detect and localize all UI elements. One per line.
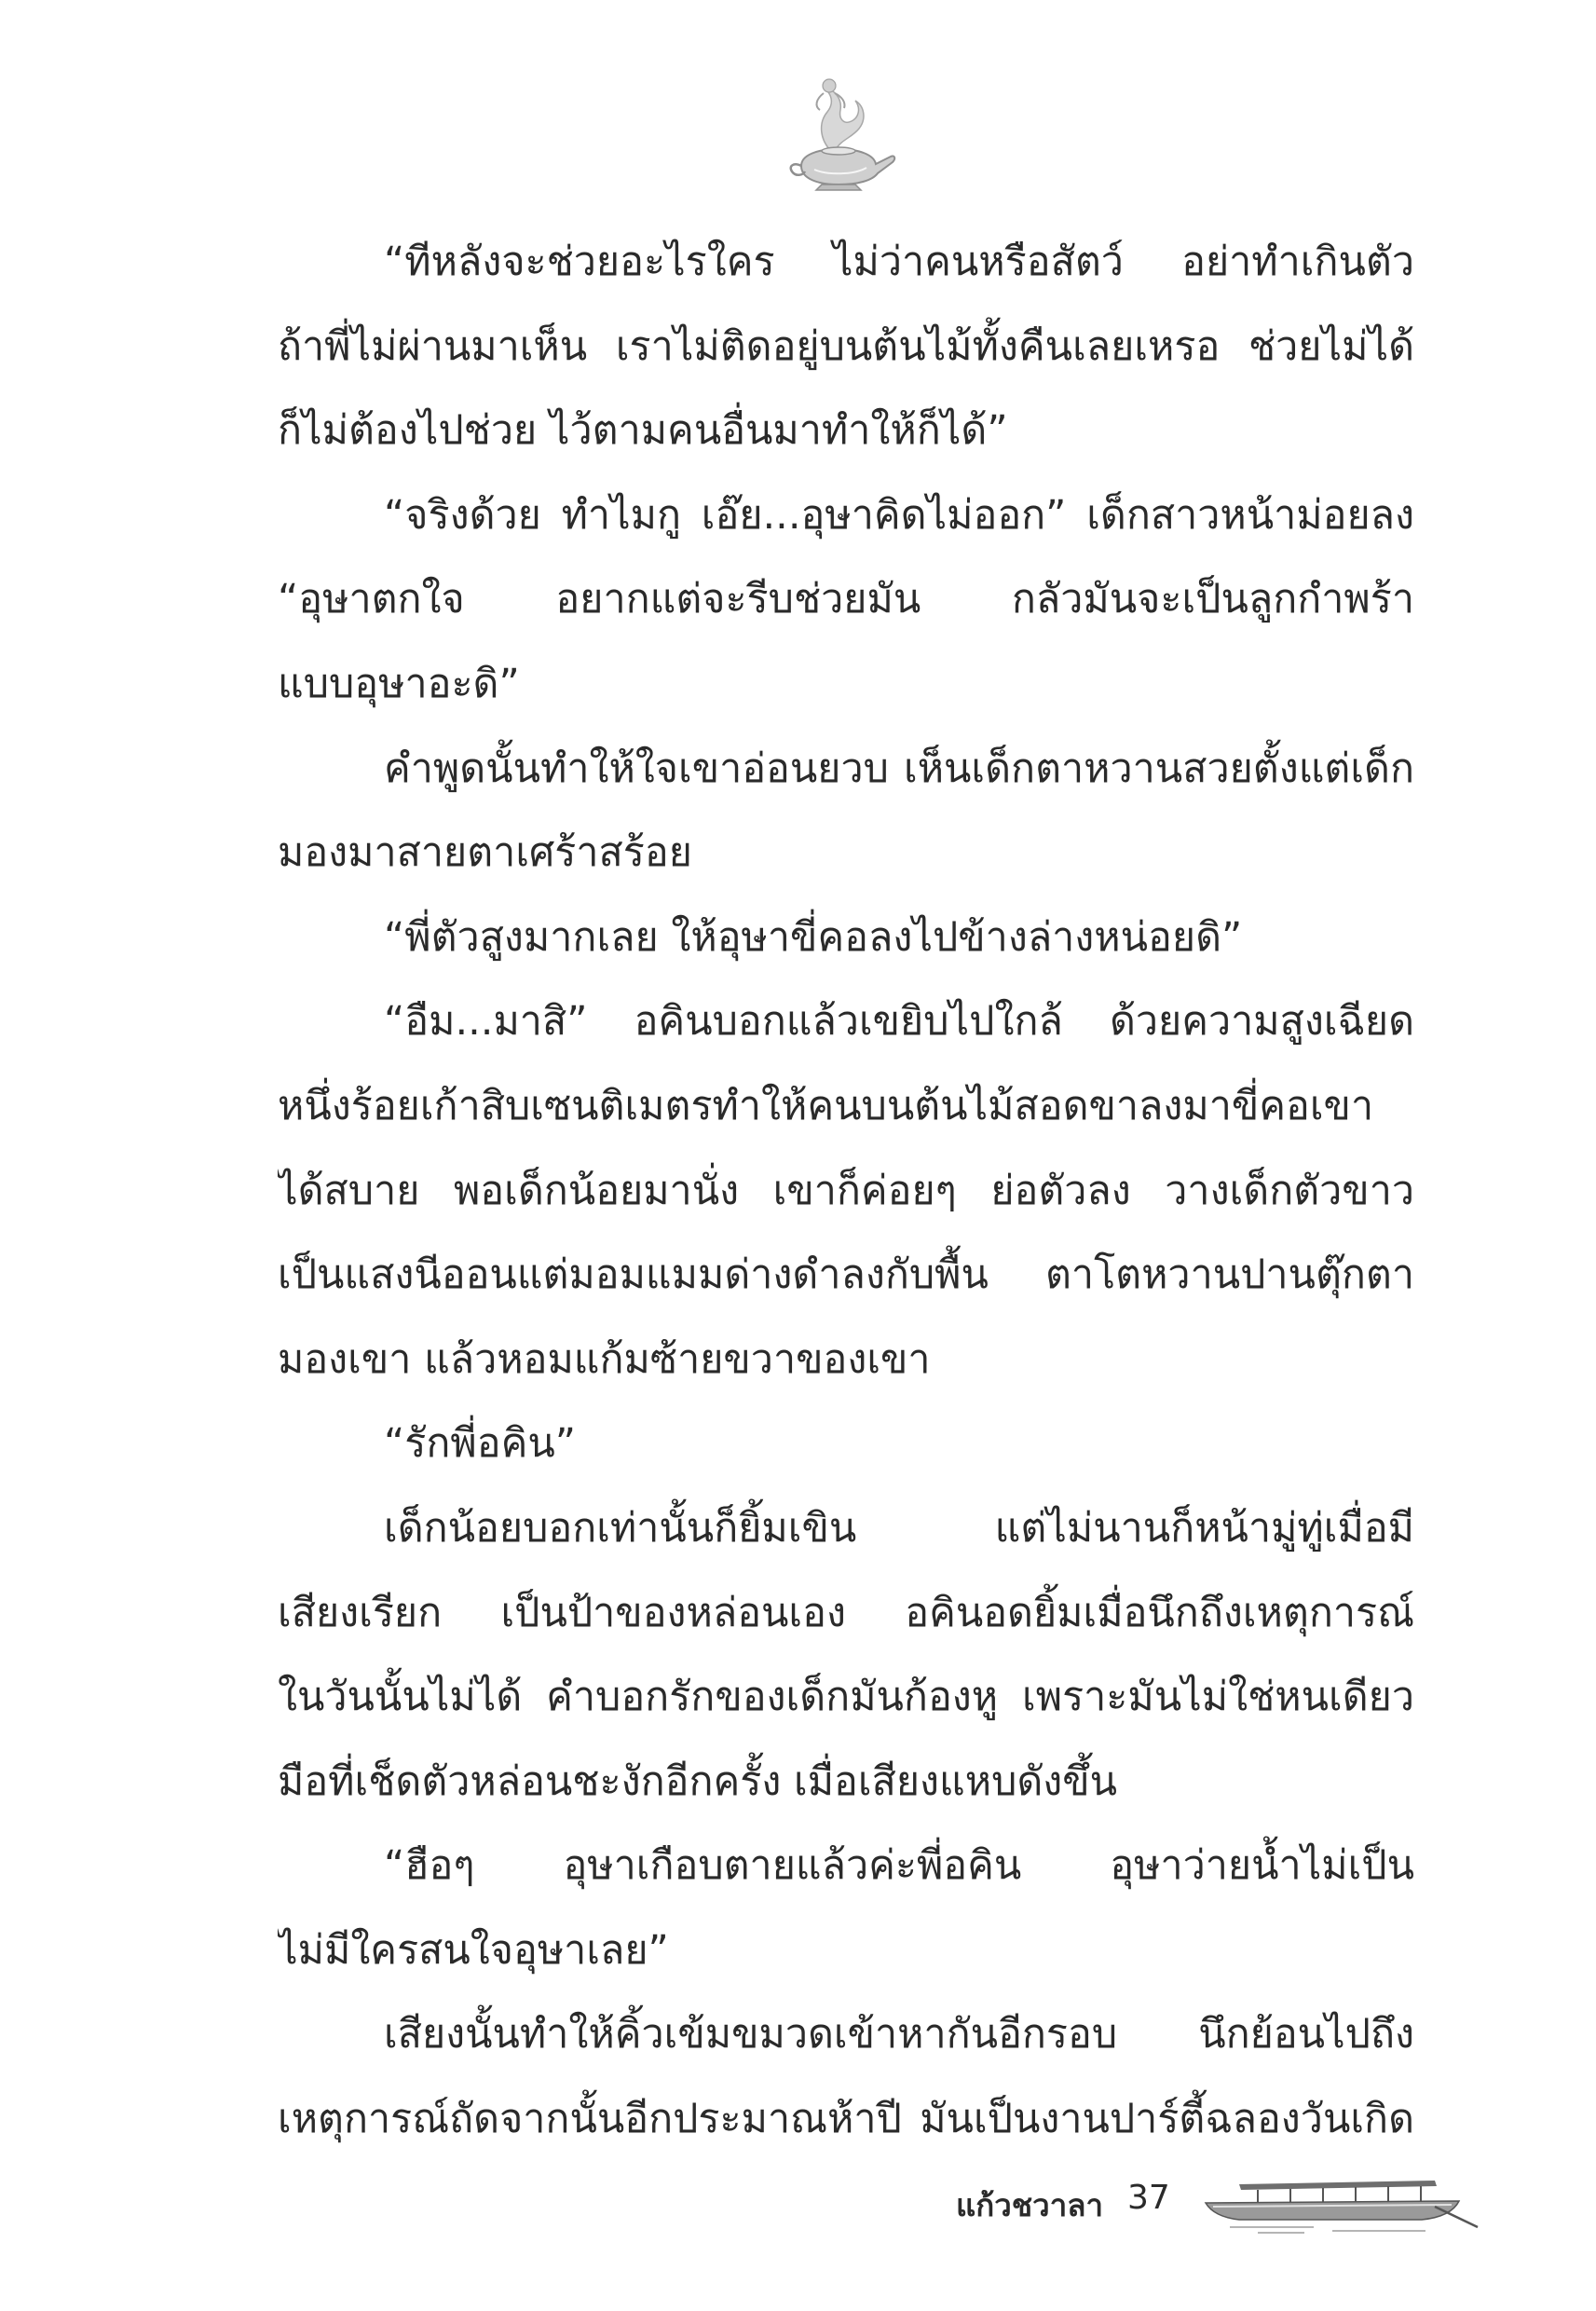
book-title: แก้วชวาลา [956,2187,1103,2223]
text-line: เสียงเรียก เป็นป้าของหล่อนเอง อคินอดยิ้มเมื่อนึกถึงเหตุการณ์ [278,1589,1414,1636]
text-line: แบบอุษาอะดิ” [278,660,520,707]
text-line: มองเขา แล้วหอมแก้มซ้ายขวาของเขา [278,1335,931,1383]
text-line: “รักพี่อคิน” [384,1420,577,1468]
text-line: “อืม...มาสิ” อคินบอกแล้วเขยิบไปใกล้ ด้วยความสูงเฉียด [384,998,1414,1046]
text-line: “ทีหลังจะช่วยอะไรใคร ไม่ว่าคนหรือสัตว์ อย่าทำเกินตัว [384,239,1414,285]
text-line: เสียงนั้นทำให้คิ้วเข้มขมวดเข้าหากันอีกรอบ นึกย้อนไปถึง [384,2011,1414,2058]
genie-lamp-icon [773,65,904,196]
text-line: ถ้าพี่ไม่ผ่านมาเห็น เราไม่ติดอยู่บนต้นไม้ทั้งคืนเลยเหรอ ช่วยไม่ได้ [278,322,1414,370]
text-line: “พี่ตัวสูงมากเลย ให้อุษาขี่คอลงไปข้างล่างหน่อยดิ” [384,913,1243,961]
longtail-boat-icon [1202,2166,1481,2236]
text-line: ในวันนั้นไม่ได้ คำบอกรักของเด็กมันก้องหู เพราะมันไม่ใช่หนเดียว [278,1674,1414,1721]
text-line: คำพูดนั้นทำให้ใจเขาอ่อนยวบ เห็นเด็กตาหวานสวยตั้งแต่เด็ก [384,745,1414,792]
text-line: “จริงด้วย ทำไมกู เอ๊ย...อุษาคิดไม่ออก” เด็กสาวหน้าม่อยลง [384,491,1414,539]
text-line: หนึ่งร้อยเก้าสิบเซนติเมตรทำให้คนบนต้นไม้สอดขาลงมาขี่คอเขา [278,1082,1374,1129]
text-line: เหตุการณ์ถัดจากนั้นอีกประมาณห้าปี มันเป็นงานปาร์ตี้ฉลองวันเกิด [278,2096,1414,2143]
text-line: ก็ไม่ต้องไปช่วย ไว้ตามคนอื่นมาทำให้ก็ได้” [278,407,1008,455]
text-line: “ฮือๆ อุษาเกือบตายแล้วค่ะพี่อคิน อุษาว่ายน้ำไม่เป็น [384,1842,1414,1890]
text-line: “อุษาตกใจ อยากแต่จะรีบช่วยมัน กลัวมันจะเป็นลูกกำพร้า [278,576,1414,623]
text-line: มือที่เช็ดตัวหล่อนชะงักอีกครั้ง เมื่อเสียงแหบดังขึ้น [278,1757,1118,1805]
text-line: เป็นแสงนีออนแต่มอมแมมด่างดำลงกับพื้น ตาโตหวานปานตุ๊กตา [278,1251,1414,1299]
text-line: ได้สบาย พอเด็กน้อยมานั่ง เขาก็ค่อยๆ ย่อตัวลง วางเด็กตัวขาว [278,1167,1414,1214]
page-number: 37 [1127,2179,1170,2217]
text-line: มองมาสายตาเศร้าสร้อย [278,829,692,877]
page-footer [932,2162,1509,2236]
text-line: เด็กน้อยบอกเท่านั้นก็ยิ้มเขิน แต่ไม่นานก็หน้ามู่ทู่เมื่อมี [384,1504,1414,1552]
chapter-body-text [278,220,1414,2162]
text-line: ไม่มีใครสนใจอุษาเลย” [278,1926,669,1974]
